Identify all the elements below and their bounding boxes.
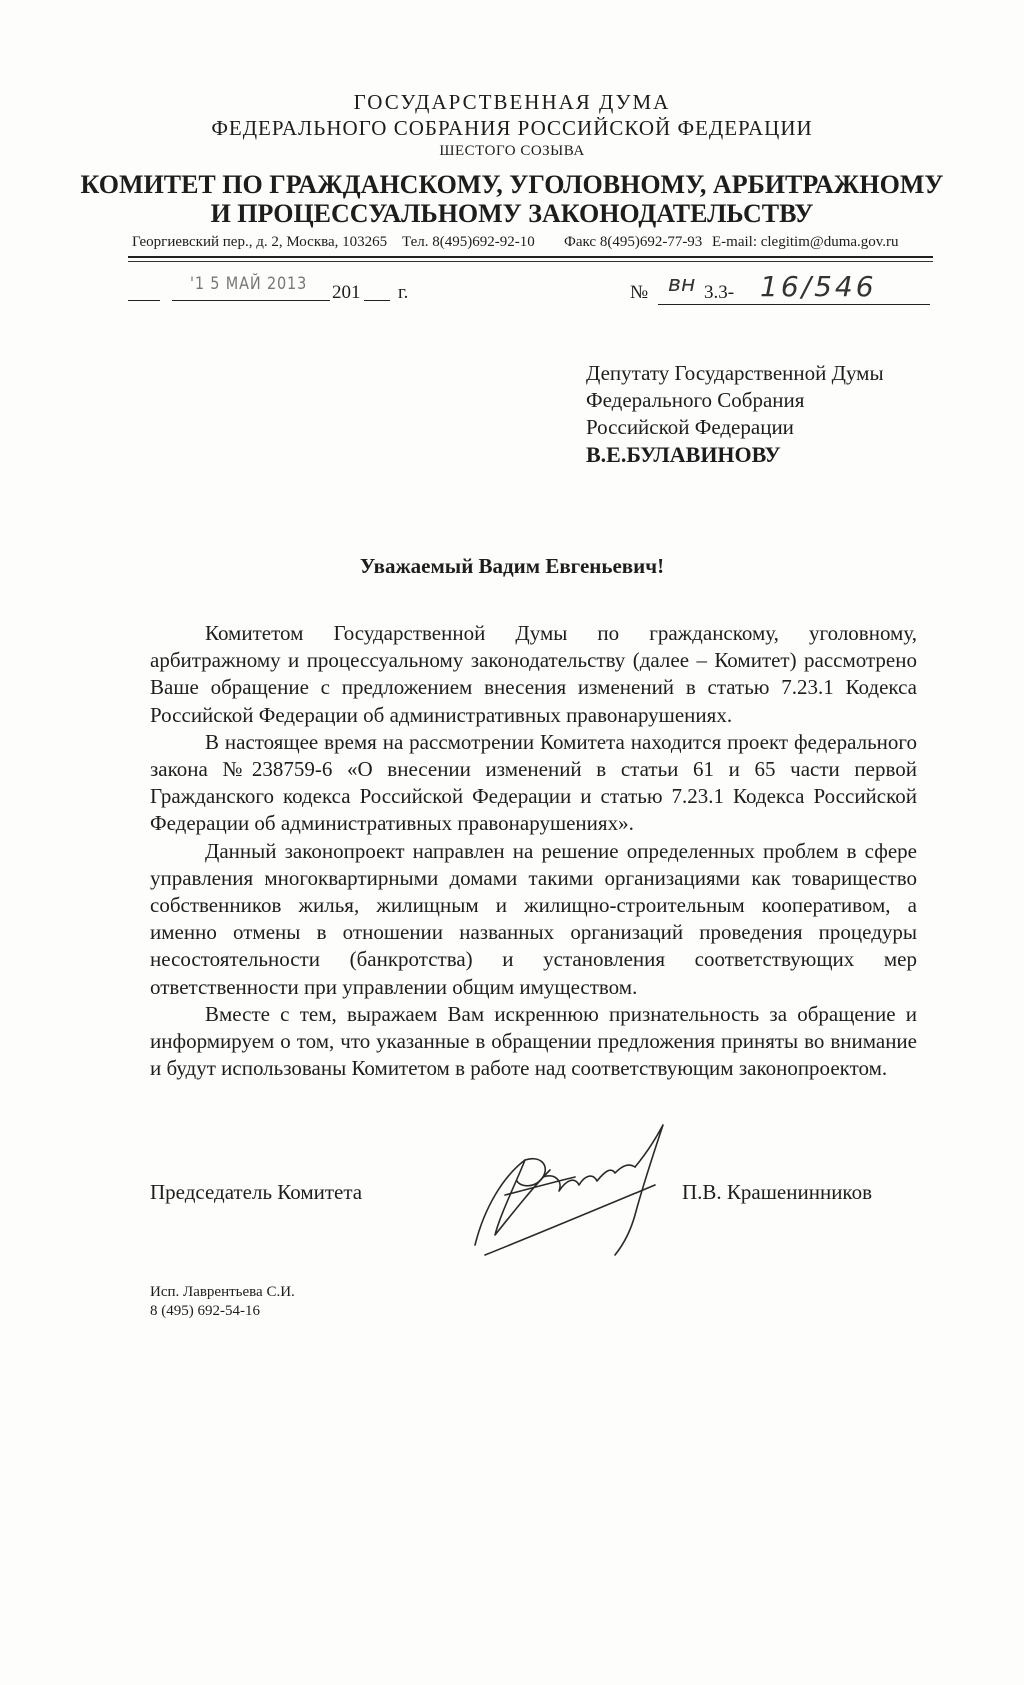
year-suffix: г. bbox=[398, 282, 409, 303]
number-handwritten-prefix: вн bbox=[668, 272, 696, 297]
contact-phone: Тел. 8(495)692-92-10 bbox=[402, 234, 535, 250]
addressee-name: В.Е.БУЛАВИНОВУ bbox=[586, 442, 781, 467]
header-committee-line1: КОМИТЕТ ПО ГРАЖДАНСКОМУ, УГОЛОВНОМУ, АРБИТРАЖНОМУ bbox=[80, 170, 944, 199]
signer-position: Председатель Комитета bbox=[150, 1180, 363, 1204]
signer-name: П.В. Крашенинников bbox=[682, 1180, 872, 1204]
addressee-block bbox=[586, 360, 884, 468]
contact-fax: Факс 8(495)692-77-93 bbox=[564, 234, 703, 250]
paragraph-3: Данный законопроект направлен на решение определенных проблем в сфере управления многоквартирными домами такими организациями как товарищество собственников жилья, жилищным и жилищно-строительным кооперативом, а именно отмены в отношении названных организаций проведения процедуры несостоятельности (банкротства) и установления соответствующих мер ответственности при управлении общим имуществом. bbox=[150, 838, 917, 999]
contact-address: Георгиевский пер., д. 2, Москва, 103265 bbox=[132, 234, 388, 250]
day-blank bbox=[128, 278, 160, 301]
date-stamp: '1 5 МАЙ 2013 bbox=[190, 274, 308, 294]
header-committee-line2: И ПРОЦЕССУАЛЬНОМУ ЗАКОНОДАТЕЛЬСТВУ bbox=[210, 199, 814, 228]
paragraph-1: Комитетом Государственной Думы по гражданскому, уголовному, арбитражному и процессуальному законодательству (далее – Комитет) рассмотрено Ваше обращение с предложением внесения изменений в статью 7.23.1 Кодекса Российской Федерации об административных правонарушениях. bbox=[150, 621, 917, 727]
executor-name: Исп. Лаврентьева С.И. bbox=[150, 1284, 295, 1300]
executor-phone: 8 (495) 692-54-16 bbox=[150, 1303, 260, 1319]
header-divider-thick bbox=[128, 256, 933, 258]
addressee-line2: Федерального Собрания bbox=[586, 388, 805, 412]
number-handwritten: 16/546 bbox=[760, 270, 877, 303]
header-duma: ГОСУДАРСТВЕННАЯ ДУМА bbox=[353, 90, 671, 114]
letter-body bbox=[150, 620, 917, 1082]
paragraph-4: Вместе с тем, выражаем Вам искреннюю признательность за обращение и информируем о том, что указанные в обращении предложения приняты во внимание и будут использованы Комитетом в работе над соответствующим законопроектом. bbox=[150, 1001, 917, 1081]
number-printed: 3.3- bbox=[704, 282, 735, 303]
year-prefix: 201 bbox=[332, 282, 361, 303]
handwritten-signature bbox=[455, 1115, 685, 1265]
greeting: Уважаемый Вадим Евгеньевич! bbox=[359, 554, 665, 578]
contact-email: E-mail: clegitim@duma.gov.ru bbox=[712, 234, 899, 250]
header-convocation: ШЕСТОГО СОЗЫВА bbox=[439, 143, 585, 159]
header-divider-thin bbox=[128, 261, 933, 262]
executor-block bbox=[150, 1283, 295, 1321]
addressee-line1: Депутату Государственной Думы bbox=[586, 361, 884, 385]
paragraph-2: В настоящее время на рассмотрении Комитета находится проект федерального закона №238759-6 «О внесении изменений в статьи 61 и 65 части первой Гражданского кодекса Российской Федерации и статью 7.23.1 Кодекса Российской Федерации об административных правонарушениях». bbox=[150, 729, 917, 836]
year-blank bbox=[364, 278, 390, 301]
registration-row bbox=[128, 270, 933, 318]
addressee-line3: Российской Федерации bbox=[586, 415, 794, 439]
number-label: № bbox=[630, 282, 649, 303]
header-federal-assembly: ФЕДЕРАЛЬНОГО СОБРАНИЯ РОССИЙСКОЙ ФЕДЕРАЦИИ bbox=[211, 116, 813, 140]
